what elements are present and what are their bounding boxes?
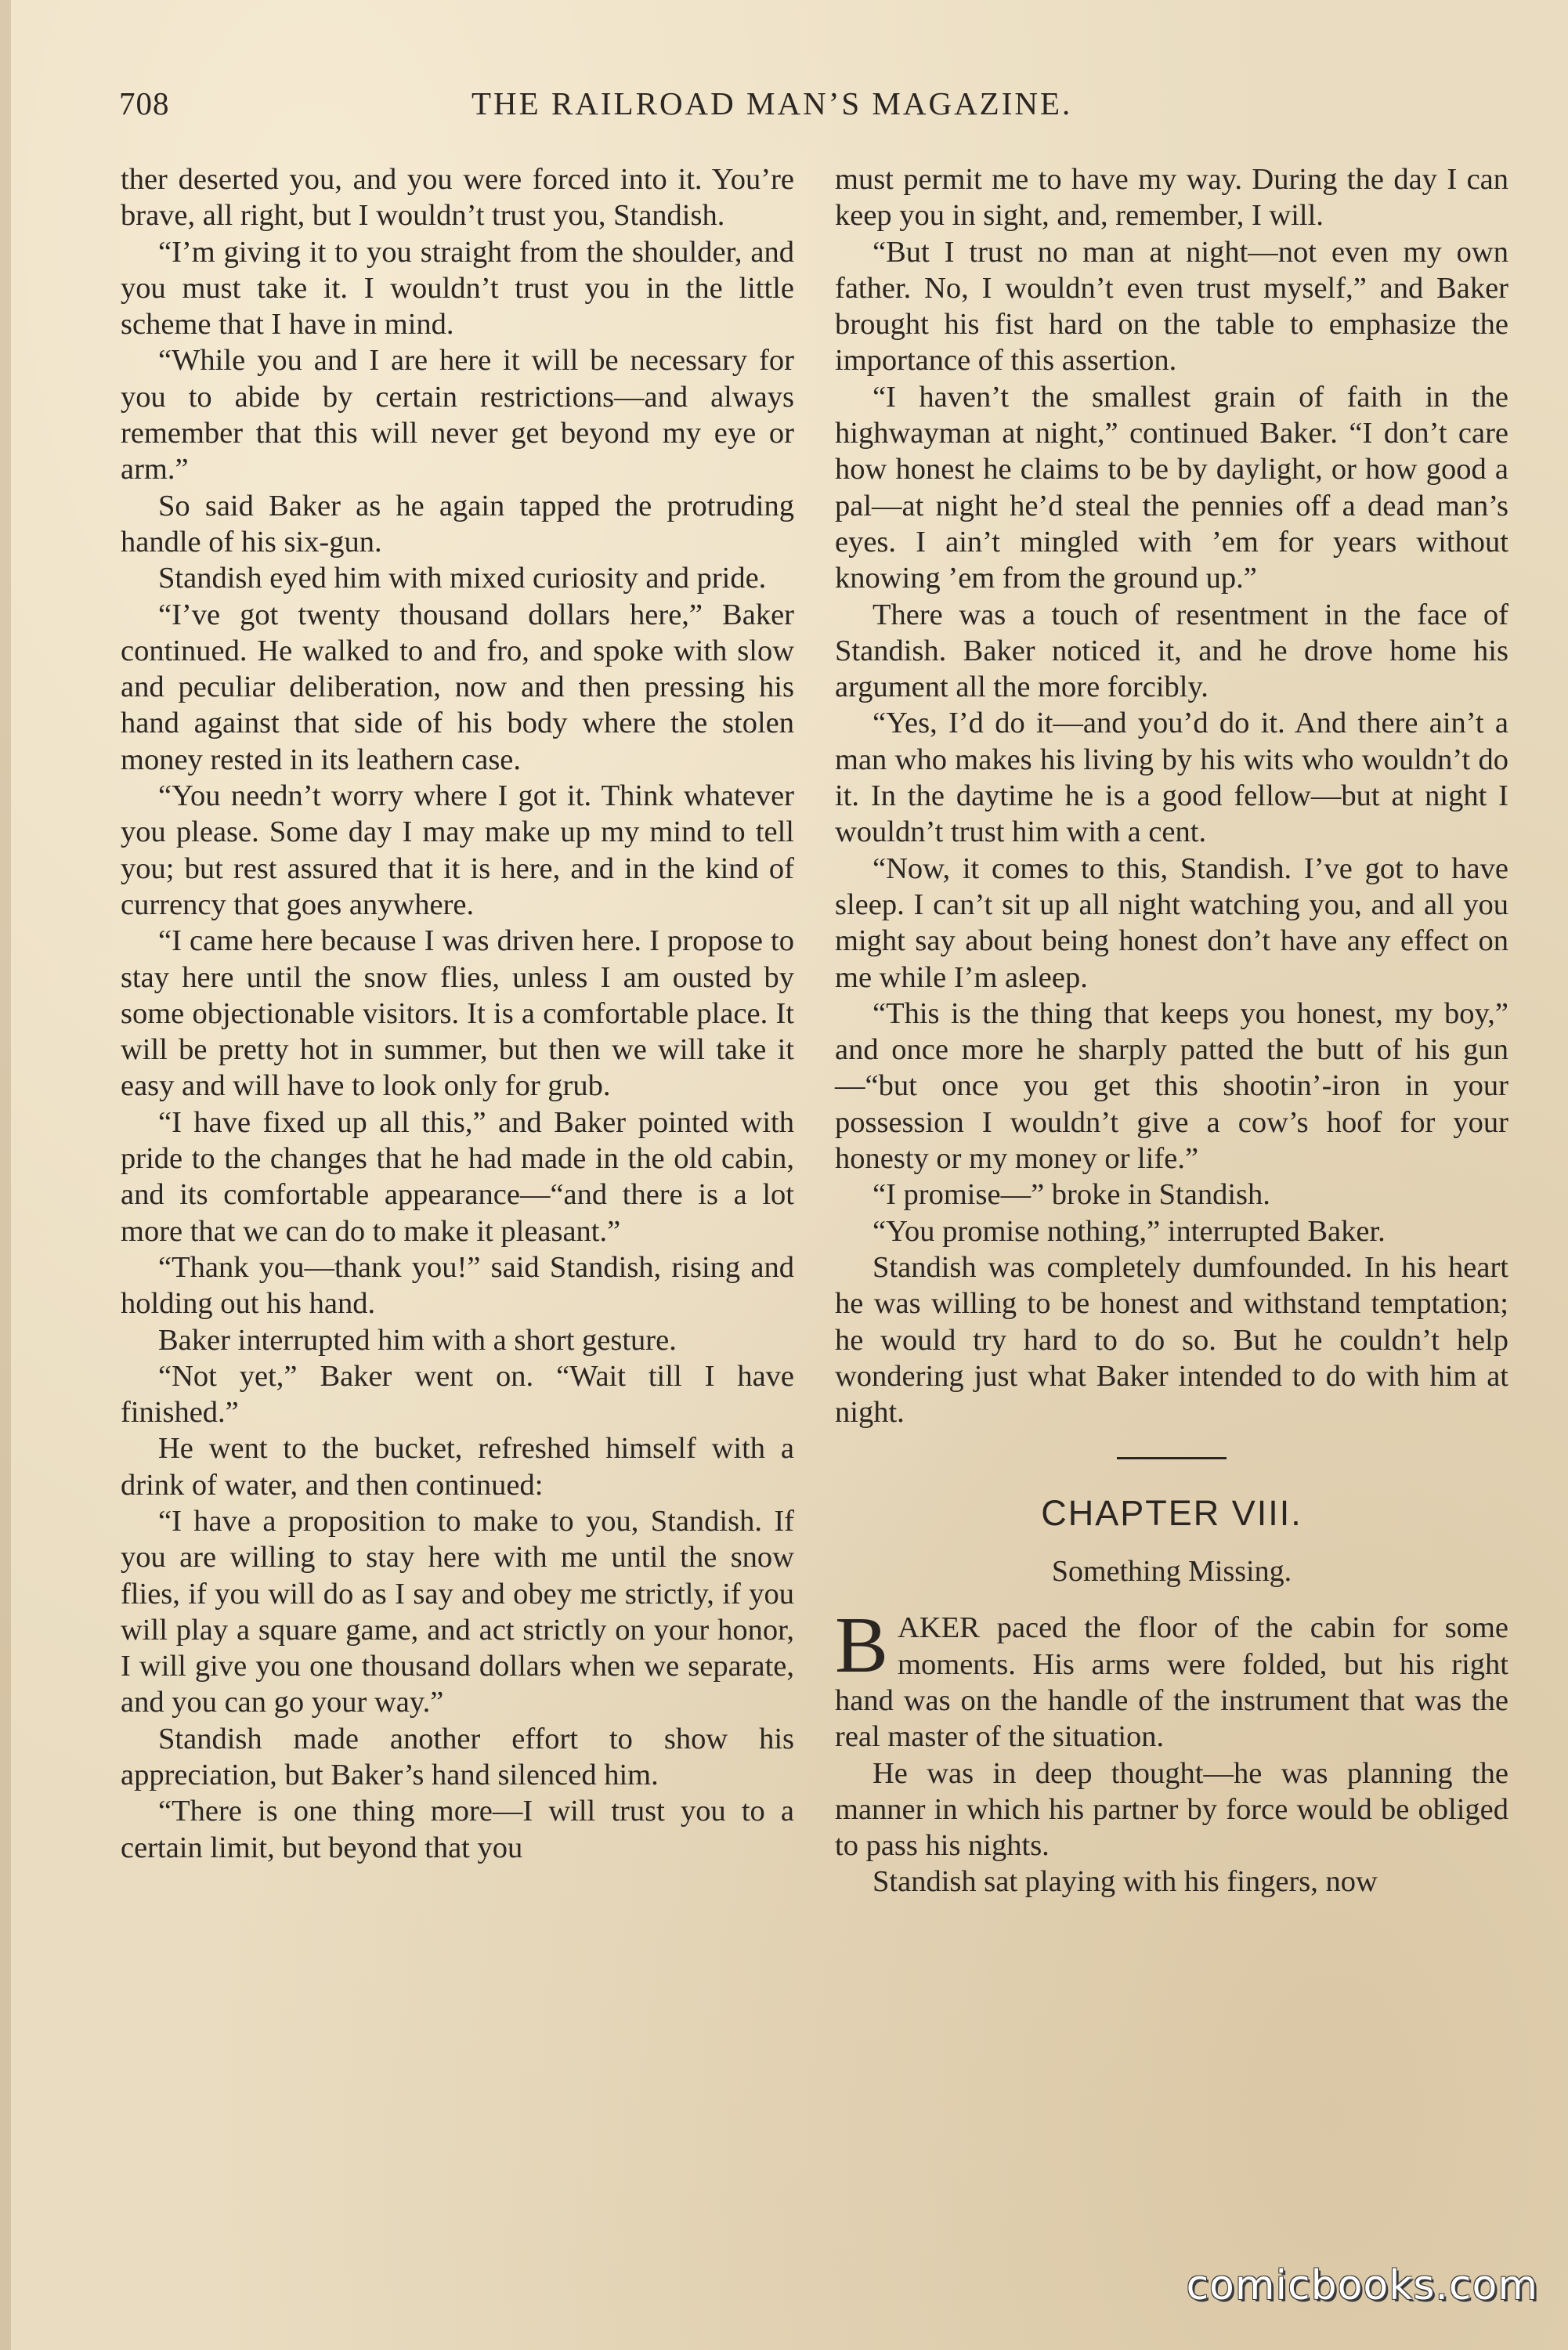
paragraph: Standish sat playing with his fingers, now [873, 1865, 1378, 1899]
paragraph: must permit me to have my way. During the day I can keep you in sight, and, remember, I will. [835, 163, 1508, 233]
page-header [119, 85, 1498, 132]
paragraph: “There is one thing more—I will trust you to a certain limit, but beyond that you [121, 1795, 794, 1864]
paragraph: ther deserted you, and you were forced into it. You’re brave, all right, but I wouldn’t trust you, Standish. [121, 163, 794, 233]
paragraph: “You needn’t worry where I got it. Think whatever you please. Some day I may make up my mind to tell you; but rest assured that it is here, and in the kind of currency that goes anywhere. [121, 779, 794, 921]
paragraph: “I promise—” broke in Standish. [873, 1178, 1270, 1212]
chapter-title: CHAPTER VIII. [1041, 1493, 1302, 1534]
drop-cap: B [835, 1601, 889, 1690]
paragraph: “I have fixed up all this,” and Baker pointed with pride to the changes that he had made in the old cabin, and its comfortable appearance—“and there is a lot more that we can do to make it pleasant.” [121, 1105, 794, 1248]
running-head: THE RAILROAD MAN’S MAGAZINE. [471, 85, 1073, 121]
paragraph: Standish made another effort to show his appreciation, but Baker’s hand silenced him. [121, 1722, 794, 1792]
right-column [835, 161, 1508, 1900]
paragraph: Standish was completely dumfounded. In his heart he was willing to be honest and withstand temptation; he would try hard to do so. But he couldn’t help wondering just what Baker intended to do with him at night. [835, 1250, 1508, 1430]
paragraph: He went to the bucket, refreshed himself with a drink of water, and then continued: [121, 1432, 794, 1502]
paragraph: “Now, it comes to this, Standish. I’ve got to have sleep. I can’t sit up all night watching you, and all you might say about being honest don’t have any effect on me while I’m asleep. [835, 851, 1508, 994]
paragraph: “I’m giving it to you straight from the shoulder, and you must take it. I wouldn’t trust you in the little scheme that I have in mind. [121, 235, 794, 342]
paragraph: So said Baker as he again tapped the protruding handle of his six-gun. [121, 489, 794, 559]
paragraph: “You promise nothing,” interrupted Baker. [873, 1214, 1386, 1248]
chapter-first-paragraph [835, 1601, 1508, 1755]
page-number: 708 [119, 85, 170, 121]
paragraph: “This is the thing that keeps you honest, my boy,” and once more he sharply patted the butt of his gun—“but once you get this shootin’-iron in your possession I wouldn’t give a cow’s hoof for your honesty or my money or life.” [835, 996, 1508, 1176]
paragraph: “I haven’t the smallest grain of faith in the highwayman at night,” continued Baker. “I don’t care how honest he claims to be by daylight, or how good a pal—at night he’d steal the pennies off a dead man’s eyes. I ain’t mingled with ’em for years without knowing ’em from the ground up.” [835, 380, 1508, 595]
section-divider [1117, 1457, 1227, 1459]
paragraph: “I’ve got twenty thousand dollars here,” Baker continued. He walked to and fro, and spoke with slow and peculiar deliberation, now and then pressing his hand against that side of his body where the stolen money rested in its leathern case. [121, 598, 794, 776]
paragraph: Standish eyed him with mixed curiosity and pride. [158, 562, 767, 595]
paragraph: “I came here because I was driven here. I propose to stay here until the snow flies, unless I am ousted by some objectionable visitors. It is a comfortable place. It will be pretty hot in summer, but then we will take it easy and will have to look only for grub. [121, 924, 794, 1103]
chapter-subtitle: Something Missing. [1051, 1555, 1292, 1589]
paragraph: Baker interrupted him with a short gesture. [158, 1323, 677, 1357]
chapter-first-paragraph-text: AKER paced the floor of the cabin for some moments. His arms were folded, but his right hand was on the handle of the instrument that was the real master of the situation. [835, 1611, 1508, 1754]
paragraph: “Not yet,” Baker went on. “Wait till I have finished.” [121, 1359, 794, 1430]
paragraph: “But I trust no man at night—not even my own father. No, I wouldn’t even trust myself,” and Baker brought his fist hard on the table to emphasize the importance of this assertion. [835, 235, 1508, 378]
watermark: comicbooks.com [1186, 2262, 1538, 2309]
paragraph: There was a touch of resentment in the face of Standish. Baker noticed it, and he drove home his argument all the more forcibly. [835, 598, 1508, 704]
paragraph: “I have a proposition to make to you, Standish. If you are willing to stay here with me until the snow flies, if you will do as I say and obey me strictly, if you will play a square game, and act strictly on your honor, I will give you one thousand dollars when we separate, and you can go your way.” [121, 1504, 794, 1719]
paragraph: “While you and I are here it will be necessary for you to abide by certain restrictions—and always remember that this will never get beyond my eye or arm.” [121, 344, 794, 486]
paragraph: “Yes, I’d do it—and you’d do it. And there ain’t a man who makes his living by his wits who wouldn’t do it. In the daytime he is a good fellow—but at night I wouldn’t trust him with a cent. [835, 707, 1508, 849]
left-column [121, 161, 794, 1866]
paragraph: “Thank you—thank you!” said Standish, rising and holding out his hand. [121, 1250, 794, 1321]
paragraph: He was in deep thought—he was planning the manner in which his partner by force would be obliged to pass his nights. [835, 1756, 1508, 1863]
